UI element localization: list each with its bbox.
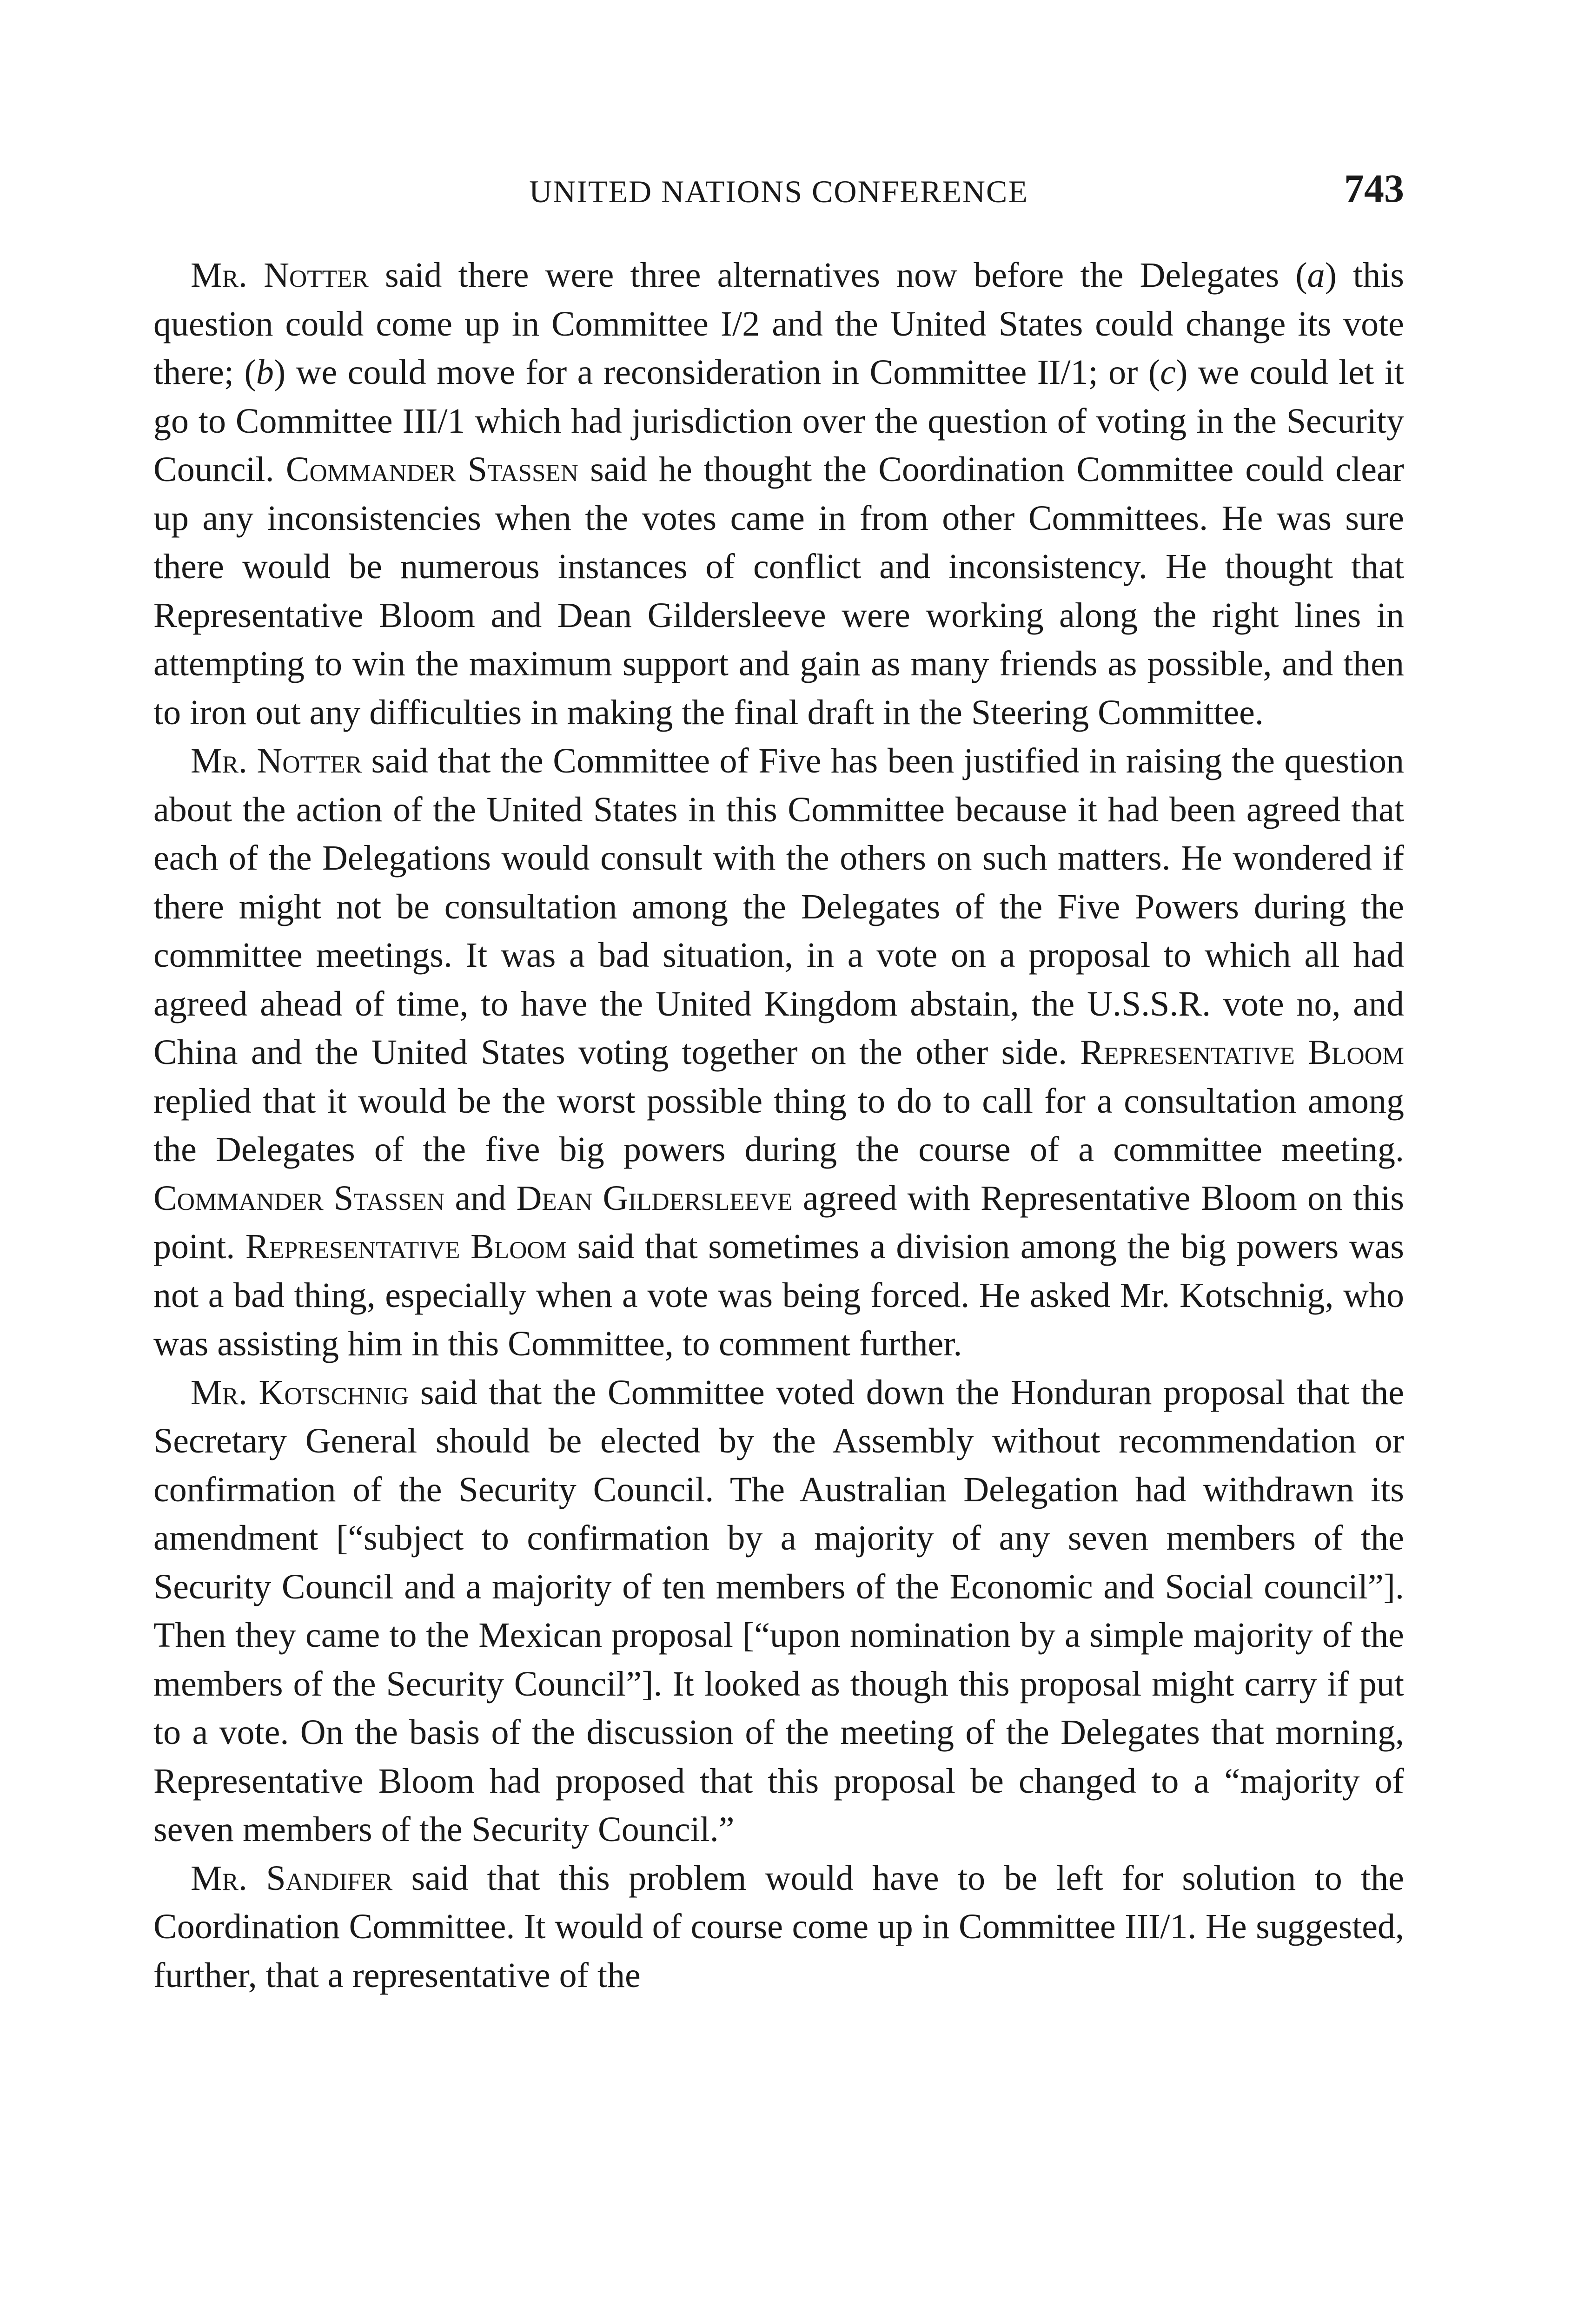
paragraph-text: agreed with Representative Bloom on this point. <box>153 1178 1405 1266</box>
paragraph-text: said that this problem would have to be left for solution to the Coordination Committee. It would of course come up in Committee III/1. He suggested, further, that a representative of the <box>153 1858 1404 1995</box>
paragraph-text-italic: c <box>1160 353 1176 392</box>
paragraph-text: and <box>444 1178 517 1218</box>
speaker-name: Mr. Notter <box>191 741 362 780</box>
speaker-name: Mr. Kotschnig <box>191 1373 409 1412</box>
paragraph-text: ) we could move for a reconsideration in Committee II/1; or ( <box>273 353 1160 392</box>
paragraph-text: said there were three alternatives now before the Delegates ( <box>368 256 1307 295</box>
paragraph-text: ) we could let it go to Committee III/1 which had jurisdiction over the question of voting in the Security Council. <box>153 353 1404 489</box>
paragraph-text: said that sometimes a division among the big powers was not a bad thing, especially when a vote was being forced. He asked Mr. Kotschnig, who was assisting him in this Committee, to comment further. <box>153 1227 1405 1363</box>
speaker-name: Mr. Notter <box>191 256 369 295</box>
paragraph-text: replied that it would be the worst possible thing to do to call for a consultation among the Delegates of the five big powers during the course of a committee meeting. <box>153 1081 1404 1169</box>
running-head <box>153 165 1404 216</box>
speaker-name: Commander Stassen <box>153 1178 445 1218</box>
paragraph <box>153 251 1404 737</box>
paragraph <box>153 1368 1404 1854</box>
running-title: UNITED NATIONS CONFERENCE <box>529 174 1028 209</box>
speaker-name: Mr. Sandifer <box>191 1858 393 1898</box>
paragraph-text-italic: b <box>256 353 274 392</box>
paragraph-text: said that the Committee of Five has been justified in raising the question about the action of the United States in this Committee because it had been agreed that each of the Delegations would consult with the others on such matters. He wondered if there might not be consultation among the Delegates of the Five Powers during the committee meetings. It was a bad situation, in a vote on a proposal to which all had agreed ahead of time, to have the United Kingdom abstain, the U.S.S.R. vote no, and China and the United States voting together on the other side. <box>153 741 1405 1072</box>
body-text <box>153 251 1404 2000</box>
paragraph <box>153 1854 1404 2000</box>
paragraph-text: said he thought the Coordination Committee could clear up any inconsistencies when the votes came in from other Committees. He was sure there would be numerous instances of conflict and inconsistency. He thought that Representative Bloom and Dean Gildersleeve were working along the right lines in attempting to win the maximum support and gain as many friends as possible, and then to iron out any difficulties in making the final draft in the Steering Committee. <box>153 450 1405 732</box>
page-number: 743 <box>1344 166 1404 211</box>
speaker-name: Representative Bloom <box>245 1227 567 1266</box>
speaker-name: Dean Gildersleeve <box>516 1178 793 1218</box>
paragraph-text: ) this question could come up in Committee I/2 and the United States could change its vote there; ( <box>153 256 1404 392</box>
paragraph-text: said that the Committee voted down the Honduran proposal that the Secretary General should be elected by the Assembly without recommendation or confirmation of the Security Council. The Australian Delegation had withdrawn its amendment [“subject to confirmation by a majority of any seven members of the Security Council and a majority of ten members of the Economic and Social council”]. Then they came to the Mexican proposal [“upon nomination by a simple majority of the members of the Security Council”]. It looked as though this proposal might carry if put to a vote. On the basis of the discussion of the meeting of the Delegates that morning, Representative Bloom had proposed that this proposal be changed to a “majority of seven members of the Security Council.” <box>153 1373 1405 1849</box>
paragraph <box>153 737 1404 1368</box>
paragraph-text-italic: a <box>1307 256 1325 295</box>
speaker-name: Commander Stassen <box>285 450 579 489</box>
speaker-name: Representative Bloom <box>1080 1033 1405 1072</box>
